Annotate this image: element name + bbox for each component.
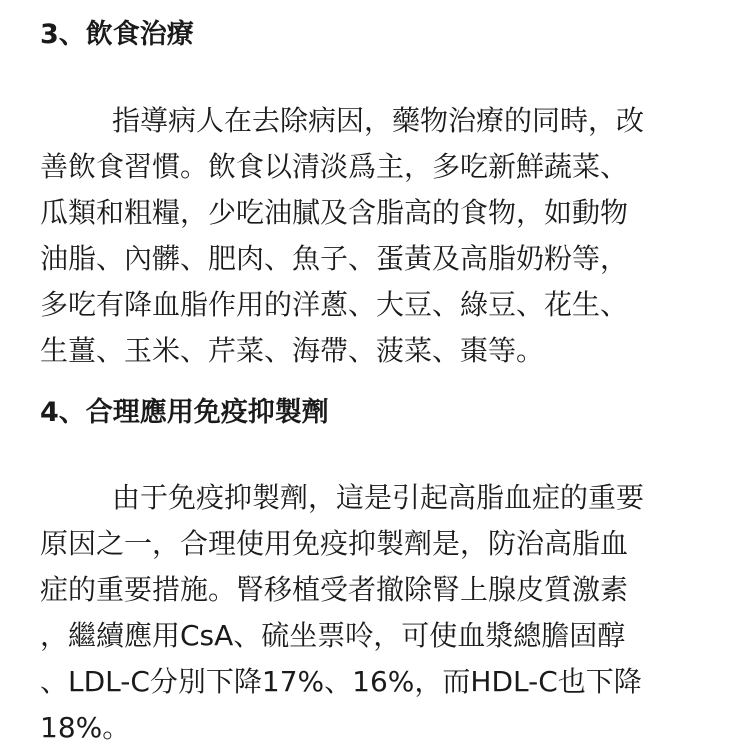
paragraph-line: 18%。: [40, 711, 131, 744]
paragraph-line: 油脂、內髒、肥肉、魚子、蛋黃及高脂奶粉等，: [40, 242, 629, 275]
section-4-paragraph: [40, 475, 720, 751]
paragraph-line: 指導病人在去除病因，藥物治療的同時，改: [112, 104, 645, 137]
section-3-heading: 3、飲食治療: [40, 19, 194, 50]
paragraph-line: 多吃有降血脂作用的洋蔥、大豆、綠豆、花生、: [40, 288, 629, 321]
paragraph-line: ，繼續應用CsA、硫坐票呤，可使血漿總膽固醇: [40, 619, 626, 652]
section-4-heading: 4、合理應用免疫抑製劑: [40, 397, 329, 428]
paragraph-line: 症的重要措施。腎移植受者撤除腎上腺皮質激素: [40, 573, 629, 606]
paragraph-line: 生薑、玉米、芹菜、海帶、菠菜、棗等。: [40, 334, 545, 367]
paragraph-line: 由于免疫抑製劑，這是引起高脂血症的重要: [112, 481, 645, 514]
paragraph-line: 、LDL-C分別下降17%、16%，而HDL-C也下降: [40, 665, 642, 698]
section-3-paragraph: [40, 98, 720, 374]
paragraph-line: 瓜類和粗糧，少吃油膩及含脂高的食物，如動物: [40, 196, 629, 229]
paragraph-line: 善飲食習慣。飲食以清淡爲主，多吃新鮮蔬菜、: [40, 150, 629, 183]
paragraph-line: 原因之一，合理使用免疫抑製劑是，防治高脂血: [40, 527, 629, 560]
